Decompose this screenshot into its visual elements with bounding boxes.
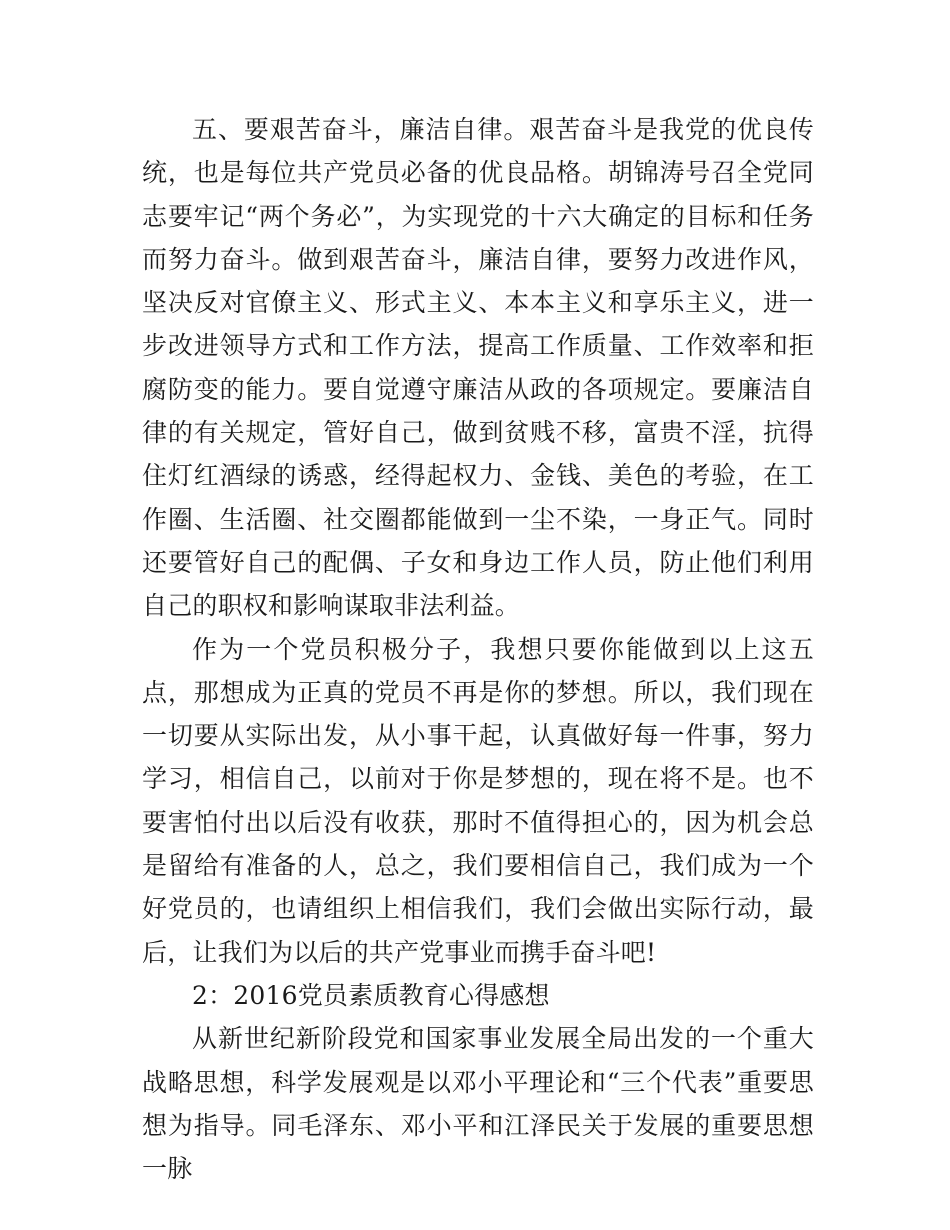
- paragraph-hard-work-integrity: 五、要艰苦奋斗，廉洁自律。艰苦奋斗是我党的优良传统，也是每位共产党员必备的优良品格。胡锦涛号召全党同志要牢记“两个务必”，为实现党的十六大确定的目标和任务而努力奋斗。做到艰苦奋斗，廉洁自律，要努力改进作风，坚决反对官僚主义、形式主义、本本主义和享乐主义，进一步改进领导方式和工作方法，提高工作质量、工作效率和拒腐防变的能力。要自觉遵守廉洁从政的各项规定。要廉洁自律的有关规定，管好自己，做到贫贱不移，富贵不淫，抗得住灯红酒绿的诱惑，经得起权力、金钱、美色的考验，在工作圈、生活圈、社交圈都能做到一尘不染，一身正气。同时还要管好自己的配偶、子女和身边工作人员，防止他们利用自己的职权和影响谋取非法利益。: [142, 115, 814, 621]
- document-body: [142, 108, 814, 1190]
- paragraph-scientific-development: 从新世纪新阶段党和国家事业发展全局出发的一个重大战略思想，科学发展观是以邓小平理论和“三个代表”重要思想为指导。同毛泽东、邓小平和江泽民关于发展的重要思想一脉: [142, 1024, 814, 1184]
- section-heading: 2：2016党员素质教育心得感想: [192, 980, 550, 1010]
- paragraph-party-activist: 作为一个党员积极分子，我想只要你能做到以上这五点，那想成为正真的党员不再是你的梦想。所以，我们现在一切要从实际出发，从小事干起，认真做好每一件事，努力学习，相信自己，以前对于你是梦想的，现在将不是。也不要害怕付出以后没有收获，那时不值得担心的，因为机会总是留给有准备的人，总之，我们要相信自己，我们成为一个好党员的，也请组织上相信我们，我们会做出实际行动，最后，让我们为以后的共产党事业而携手奋斗吧!: [142, 634, 814, 967]
